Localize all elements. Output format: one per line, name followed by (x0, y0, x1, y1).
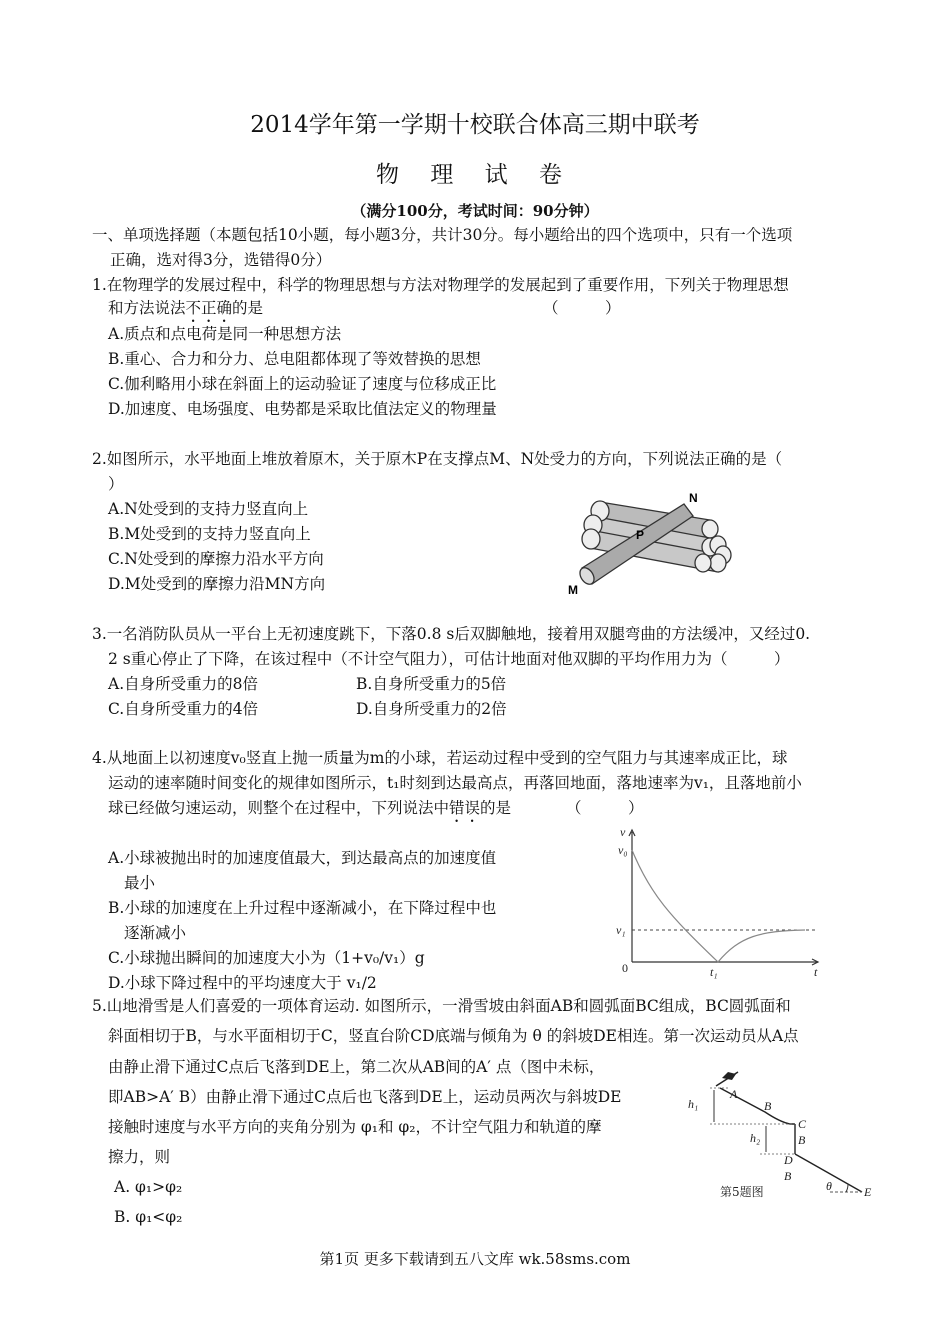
fall-curve (718, 930, 805, 962)
v1-label: v₁ (616, 923, 626, 937)
q5-option-b: B. φ₁<φ₂ (114, 1208, 183, 1226)
axis-t-label: t (814, 965, 818, 979)
q1-line2b: 的是 (232, 299, 264, 317)
q2-option-b: B.M处受到的支持力竖直向上 (108, 525, 311, 543)
point-c-sub-label: B (798, 1133, 806, 1147)
q4-option-a-line2: 最小 (124, 874, 156, 892)
h1-label: h₁ (688, 1097, 699, 1111)
point-c-label: C (798, 1117, 807, 1131)
q1-line2 (108, 298, 263, 326)
q5-option-a: A. φ₁>φ₂ (114, 1178, 183, 1196)
q1-answer-paren: （ ） (543, 299, 621, 317)
q2-line1: 2.如图所示，水平地面上堆放着原木，关于原木P在支撑点M、N处受力的方向，下列说法正确的是（ (92, 450, 783, 468)
q4-line3b: 的是 (480, 799, 512, 817)
point-d-label: D (784, 1153, 793, 1167)
q3-option-a: A.自身所受重力的8倍 (108, 675, 258, 693)
figure-caption: 第5题图 (720, 1185, 764, 1199)
q4-line2: 运动的速率随时间变化的规律如图所示，t₁时刻到达最高点，再落回地面，落地速率为v₁，且落地前小 (108, 774, 802, 792)
q1-option-c: C.伽利略用小球在斜面上的运动验证了速度与位移成正比 (108, 375, 497, 393)
axis-v-label: v (620, 825, 626, 839)
q1-option-b: B.重心、合力和分力、总电阻都体现了等效替换的思想 (108, 350, 481, 368)
q2-option-d: D.M处受到的摩擦力沿MN方向 (108, 575, 326, 593)
point-a-label: A (730, 1087, 738, 1101)
q4-line3 (108, 798, 511, 826)
v0-label: v₀ (618, 843, 628, 857)
exam-title: 2014学年第一学期十校联合体高三期中联考 (250, 112, 700, 138)
q1-emphasis: 不正确 (185, 299, 233, 317)
q4-answer-paren: （ ） (566, 799, 644, 817)
h2-label: h₂ (750, 1131, 761, 1145)
theta-arc (846, 1184, 848, 1192)
q5-line6: 擦力，则 (108, 1148, 171, 1166)
skier-icon (722, 1072, 736, 1080)
q2-line2: ） (108, 475, 124, 493)
t1-label: t₁ (710, 965, 718, 979)
q5-line4: 即AB>A′ B）由静止滑下通过C点后也飞落到DE上，运动员两次与斜坡DE (108, 1088, 622, 1106)
exam-info: （满分100分，考试时间：90分钟） (351, 202, 599, 220)
q1-option-d: D.加速度、电场强度、电势都是采取比值法定义的物理量 (108, 400, 497, 418)
q2-option-c: C.N处受到的摩擦力沿水平方向 (108, 550, 324, 568)
q3-line2: 2 s重心停止了下降，在该过程中（不计空气阻力），可估计地面对他双脚的平均作用力为（ ） (108, 650, 790, 668)
theta-label: θ (826, 1179, 832, 1193)
q2-option-a: A.N处受到的支持力竖直向上 (108, 500, 309, 518)
q5-ski-slope-figure (680, 1060, 880, 1206)
section-heading-line1: 一、单项选择题（本题包括10小题，每小题3分，共计30分。每小题给出的四个选项中，只有一个选项 (92, 226, 793, 244)
q4-velocity-graph (610, 824, 830, 984)
q2-logs-figure (560, 488, 735, 600)
q1-line1: 1.在物理学的发展过程中，科学的物理思想与方法对物理学的发展起到了重要作用，下列关于物理思想 (92, 276, 789, 294)
q5-line5: 接触时速度与水平方向的夹角分别为 φ₁和 φ₂，不计空气阻力和轨道的摩 (108, 1118, 602, 1136)
rise-curve (632, 850, 718, 962)
q5-line2: 斜面相切于B，与水平面相切于C，竖直台阶CD底端与倾角为 θ 的斜坡DE相连。第一次运动员从A点 (108, 1027, 799, 1045)
q5-line3: 由静止滑下通过C点后飞落到DE上，第二次从AB间的A′ 点（图中未标， (108, 1058, 605, 1076)
subject-title: 物 理 试 卷 (376, 162, 574, 188)
q1-line2a: 和方法说法 (108, 299, 186, 317)
q4-line1: 4.从地面上以初速度v₀竖直上抛一质量为m的小球，若运动过程中受到的空气阻力与其速率成正比，球 (92, 749, 788, 767)
q1-option-a: A.质点和点电荷是同一种思想方法 (108, 325, 342, 343)
origin-label: 0 (622, 961, 628, 975)
q4-option-a-line1: A.小球被抛出时的加速度值最大，到达最高点的加速度值 (108, 849, 497, 867)
label-n: N (689, 491, 698, 505)
point-d-sub-label: B (784, 1169, 792, 1183)
q4-emphasis: 错误 (449, 799, 481, 817)
page-footer: 第1页 更多下载请到五八文库 wk.58sms.com (319, 1250, 631, 1268)
q3-option-d: D.自身所受重力的2倍 (356, 700, 507, 718)
q4-option-c: C.小球抛出瞬间的加速度大小为（1+v₀/v₁）g (108, 949, 425, 967)
q5-line1: 5.山地滑雪是人们喜爱的一项体育运动. 如图所示，一滑雪坡由斜面AB和圆弧面BC组成，BC圆弧面和 (92, 997, 791, 1015)
q4-option-b-line2: 逐渐减小 (124, 924, 187, 942)
q3-option-c: C.自身所受重力的4倍 (108, 700, 259, 718)
q3-line1: 3.一名消防队员从一平台上无初速度跳下，下落0.8 s后双脚触地，接着用双腿弯曲的方法缓冲，又经过0. (92, 625, 811, 643)
q4-option-d: D.小球下降过程中的平均速度大于 v₁/2 (108, 974, 377, 992)
q4-option-b-line1: B.小球的加速度在上升过程中逐渐减小，在下降过程中也 (108, 899, 497, 917)
q4-line3a: 球已经做匀速运动，则整个在过程中，下列说法中 (108, 799, 450, 817)
point-b-label: B (764, 1099, 772, 1113)
q3-option-b: B.自身所受重力的5倍 (356, 675, 507, 693)
label-m: M (568, 583, 578, 597)
label-p: P (636, 528, 645, 542)
point-e-label: E (864, 1185, 872, 1199)
section-heading-line2: 正确，选对得3分，选错得0分） (110, 251, 332, 269)
